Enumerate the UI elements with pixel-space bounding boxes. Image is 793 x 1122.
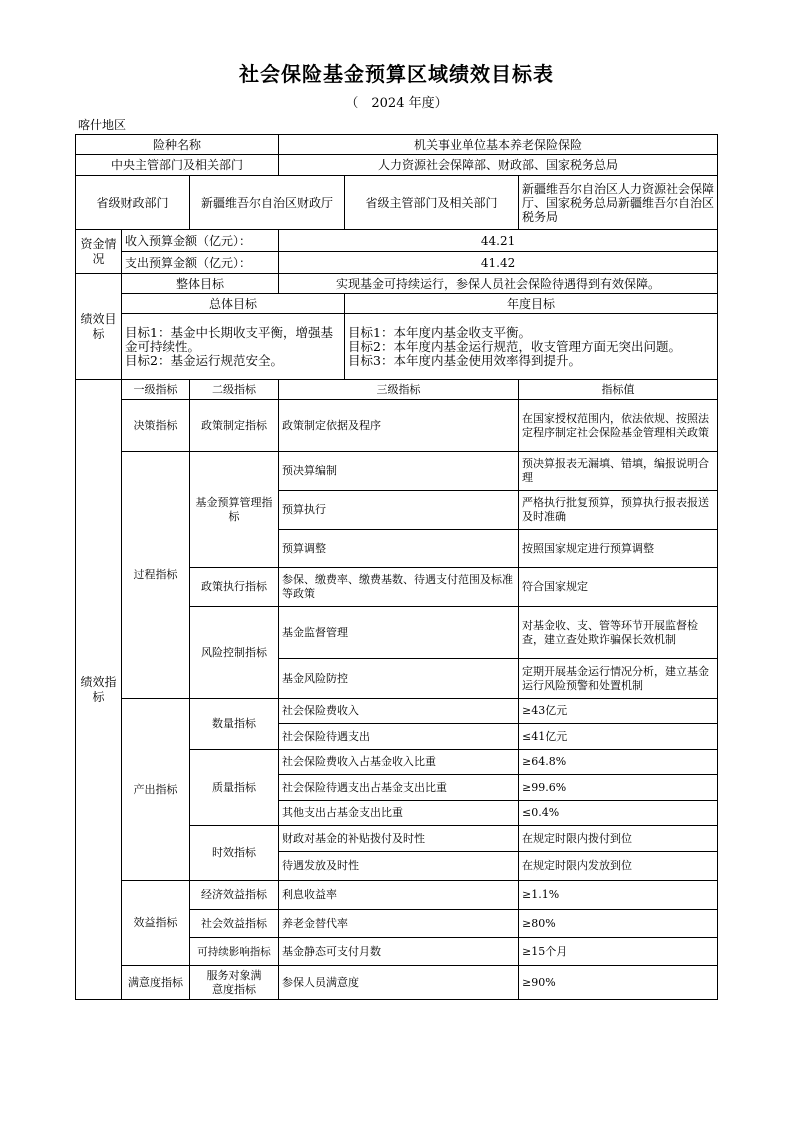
indicator-header-row xyxy=(76,380,718,400)
budget-value-1: 预决算报表无漏填、错填，编报说明合理 xyxy=(519,452,718,491)
exec-value: 符合国家规定 xyxy=(519,568,718,607)
quantity-l2: 数量指标 xyxy=(190,699,279,750)
budget-l3-3: 预算调整 xyxy=(279,530,519,568)
overall-goal-value: 实现基金可持续运行，参保人员社会保险待遇得到有效保障。 xyxy=(279,274,718,294)
quantity-l3-2: 社会保险待遇支出 xyxy=(279,724,519,750)
performance-table xyxy=(75,134,718,1000)
goals-section-label: 绩效目标 xyxy=(76,274,122,380)
risk-value-1: 对基金收、支、管等环节开展监督检查，建立查处欺诈骗保长效机制 xyxy=(519,607,718,659)
decision-l3: 政策制定依据及程序 xyxy=(279,400,519,452)
decision-value: 在国家授权范围内，依法依规、按照法定程序制定社会保险基金管理相关政策 xyxy=(519,400,718,452)
risk-l3-2: 基金风险防控 xyxy=(279,659,519,699)
budget-l3-2: 预算执行 xyxy=(279,491,519,530)
benefit-l2-1: 经济效益指标 xyxy=(190,881,279,910)
benefit-l1: 效益指标 xyxy=(122,881,190,966)
quality-l2: 质量指标 xyxy=(190,750,279,826)
income-label: 收入预算金额（亿元）： xyxy=(122,230,279,252)
overall-goal-label: 整体目标 xyxy=(122,274,279,294)
income-row xyxy=(76,230,718,252)
timely-l3-2: 待遇发放及时性 xyxy=(279,852,519,881)
central-dept-label: 中央主管部门及相关部门 xyxy=(76,155,279,176)
annual-goal-line-3: 目标3：本年度内基金使用效率得到提升。 xyxy=(348,352,581,368)
annual-goal-label: 年度目标 xyxy=(345,294,718,314)
header-level-3: 三级指标 xyxy=(279,380,519,400)
header-value: 指标值 xyxy=(519,380,718,400)
goal-content-row xyxy=(76,314,718,380)
benefit-value-1: ≥1.1% xyxy=(519,881,718,910)
satisfaction-l1: 满意度指标 xyxy=(122,966,190,1000)
decision-l2: 政策制定指标 xyxy=(190,400,279,452)
quality-value-3: ≤0.4% xyxy=(519,801,718,826)
table-row xyxy=(76,699,718,724)
funds-section-label: 资金情况 xyxy=(76,230,122,274)
benefit-value-2: ≥80% xyxy=(519,910,718,938)
prov-dept-label: 省级主管部门及相关部门 xyxy=(345,176,519,230)
goal-header-row xyxy=(76,294,718,314)
quantity-l3-1: 社会保险费收入 xyxy=(279,699,519,724)
quality-value-2: ≥99.6% xyxy=(519,775,718,801)
central-dept-row xyxy=(76,155,718,176)
benefit-l3-1: 利息收益率 xyxy=(279,881,519,910)
benefit-l3-3: 基金静态可支付月数 xyxy=(279,938,519,966)
quality-l3-3: 其他支出占基金支出比重 xyxy=(279,801,519,826)
risk-l3-1: 基金监督管理 xyxy=(279,607,519,659)
insurance-value: 机关事业单位基本养老保险保险 xyxy=(279,135,718,155)
exec-l3: 参保、缴费率、缴费基数、待遇支付范围及标准等政策 xyxy=(279,568,519,607)
annual-goal-line-2: 目标2：本年度内基金运行规范，收支管理方面无突出问题。 xyxy=(348,338,681,354)
expense-value: 41.42 xyxy=(279,252,718,274)
benefit-value-3: ≥15个月 xyxy=(519,938,718,966)
prov-dept-value: 新疆维吾尔自治区人力资源社会保障厅、国家税务总局新疆维吾尔自治区税务局 xyxy=(519,176,718,230)
page-title: 社会保险基金预算区域绩效目标表 xyxy=(239,62,554,86)
indicators-section-label: 绩效指标 xyxy=(76,380,122,1000)
exec-l2: 政策执行指标 xyxy=(190,568,279,607)
header-level-2: 二级指标 xyxy=(190,380,279,400)
budget-value-2: 严格执行批复预算，预算执行报表报送及时准确 xyxy=(519,491,718,530)
timely-value-2: 在规定时限内发放到位 xyxy=(519,852,718,881)
decision-l1: 决策指标 xyxy=(122,400,190,452)
table-row xyxy=(76,400,718,452)
table-row xyxy=(76,881,718,910)
expense-row xyxy=(76,252,718,274)
budget-l2: 基金预算管理指标 xyxy=(190,452,279,568)
risk-l2: 风险控制指标 xyxy=(190,607,279,699)
header-level-1: 一级指标 xyxy=(122,380,190,400)
table-row xyxy=(76,452,718,491)
budget-value-3: 按照国家规定进行预算调整 xyxy=(519,530,718,568)
prov-finance-label: 省级财政部门 xyxy=(76,176,190,230)
income-value: 44.21 xyxy=(279,230,718,252)
general-goal-line-1: 目标1：基金中长期收支平衡，增强基金可持续性。 xyxy=(125,324,333,354)
budget-l3-1: 预决算编制 xyxy=(279,452,519,491)
expense-label: 支出预算金额（亿元）： xyxy=(122,252,279,274)
timely-l3-1: 财政对基金的补贴拨付及时性 xyxy=(279,826,519,852)
risk-value-2: 定期开展基金运行情况分析，建立基金运行风险预警和处置机制 xyxy=(519,659,718,699)
satisfaction-value: ≥90% xyxy=(519,966,718,1000)
annual-goal-line-1: 目标1：本年度内基金收支平衡。 xyxy=(348,324,531,340)
prov-finance-value: 新疆维吾尔自治区财政厅 xyxy=(190,176,345,230)
timely-value-1: 在规定时限内拨付到位 xyxy=(519,826,718,852)
satisfaction-l2: 服务对象满意度指标 xyxy=(190,966,279,1000)
general-goal-line-2: 目标2：基金运行规范安全。 xyxy=(125,352,283,368)
process-l1: 过程指标 xyxy=(122,452,190,699)
general-goal-content xyxy=(122,314,345,380)
annual-goal-content xyxy=(345,314,718,380)
benefit-l3-2: 养老金替代率 xyxy=(279,910,519,938)
central-dept-value: 人力资源社会保障部、财政部、国家税务总局 xyxy=(279,155,718,176)
quantity-value-2: ≤41亿元 xyxy=(519,724,718,750)
overall-goal-row xyxy=(76,274,718,294)
timely-l2: 时效指标 xyxy=(190,826,279,881)
benefit-l2-3: 可持续影响指标 xyxy=(190,938,279,966)
output-l1: 产出指标 xyxy=(122,699,190,881)
quality-l3-1: 社会保险费收入占基金收入比重 xyxy=(279,750,519,775)
year-line: （ 2024 年度） xyxy=(345,96,448,111)
satisfaction-l3: 参保人员满意度 xyxy=(279,966,519,1000)
insurance-row xyxy=(76,135,718,155)
insurance-label: 险种名称 xyxy=(76,135,279,155)
quality-l3-2: 社会保险待遇支出占基金支出比重 xyxy=(279,775,519,801)
general-goal-label: 总体目标 xyxy=(122,294,345,314)
quality-value-1: ≥64.8% xyxy=(519,750,718,775)
benefit-l2-2: 社会效益指标 xyxy=(190,910,279,938)
provincial-row xyxy=(76,176,718,230)
region-label: 喀什地区 xyxy=(78,118,127,132)
quantity-value-1: ≥43亿元 xyxy=(519,699,718,724)
table-row xyxy=(76,966,718,1000)
